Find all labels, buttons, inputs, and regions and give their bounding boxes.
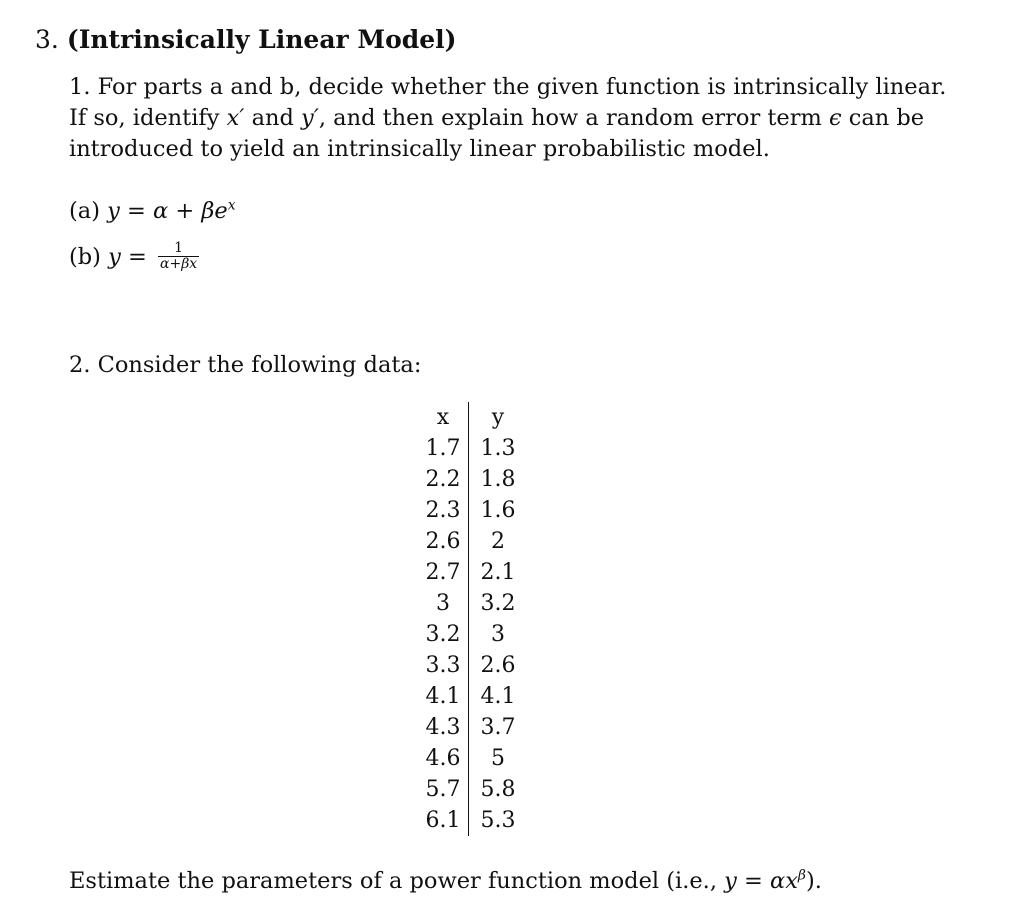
table-row xyxy=(418,433,523,464)
math-exponent: x xyxy=(227,197,236,214)
math-var-y: y xyxy=(108,244,121,270)
table-row xyxy=(418,805,523,836)
math-beta: β xyxy=(201,198,215,224)
x-prime-symbol: x′ xyxy=(226,105,245,131)
table-row xyxy=(418,774,523,805)
cell-y: 3.2 xyxy=(480,591,516,616)
y-prime-symbol: y′ xyxy=(301,105,319,131)
cell-x: 4.6 xyxy=(418,743,469,774)
problem-number: 3. xyxy=(35,25,59,54)
epsilon-symbol: ϵ xyxy=(828,105,842,131)
table-row xyxy=(418,557,523,588)
part1-text: If so, identify xyxy=(69,105,227,131)
part1-paragraph xyxy=(69,72,949,165)
cell-x: 4.3 xyxy=(418,712,469,743)
cell-y: 3 xyxy=(491,622,505,647)
cell-y: 3.7 xyxy=(480,715,516,740)
item-b-label: (b) xyxy=(69,244,101,270)
cell-x: 2.2 xyxy=(418,464,469,495)
column-header-x: x xyxy=(418,402,469,433)
math-alpha-x: αx xyxy=(770,868,798,894)
math-equals: = xyxy=(119,198,154,224)
final-text: ). xyxy=(805,868,822,894)
table-row xyxy=(418,650,523,681)
problem-title: (Intrinsically Linear Model) xyxy=(66,25,457,54)
cell-x: 1.7 xyxy=(418,433,469,464)
cell-x: 3.2 xyxy=(418,619,469,650)
part1-line-3: introduced to yield an intrinsically linear probabilistic model. xyxy=(69,136,770,162)
cell-y: 1.8 xyxy=(480,467,516,492)
cell-y: 2 xyxy=(491,529,505,554)
part1-text: , and then explain how a random error term xyxy=(318,105,829,131)
table-row xyxy=(418,681,523,712)
cell-x: 2.6 xyxy=(418,526,469,557)
cell-y: 1.3 xyxy=(480,436,516,461)
cell-x: 6.1 xyxy=(418,805,469,836)
part2-text: 2. Consider the following data: xyxy=(69,352,422,378)
cell-x: 3 xyxy=(418,588,469,619)
item-a-label: (a) xyxy=(69,198,100,224)
final-instruction xyxy=(69,866,822,896)
part1-line-1: 1. For parts a and b, decide whether the given function is intrinsically linear. xyxy=(69,74,947,100)
math-e: e xyxy=(214,198,228,224)
part1-line-2 xyxy=(69,103,949,134)
fraction xyxy=(158,241,199,272)
final-text: Estimate the parameters of a power function model (i.e., xyxy=(69,868,725,894)
math-exponent-beta: β xyxy=(797,867,806,884)
table-row xyxy=(418,619,523,650)
cell-x: 2.3 xyxy=(418,495,469,526)
cell-y: 5.3 xyxy=(480,808,516,833)
math-alpha: α xyxy=(153,198,169,224)
item-a-equation xyxy=(69,196,236,226)
table-row xyxy=(418,588,523,619)
cell-x: 5.7 xyxy=(418,774,469,805)
cell-x: 3.3 xyxy=(418,650,469,681)
math-equals: = xyxy=(120,244,155,270)
table-body xyxy=(418,433,523,836)
part1-text: can be xyxy=(841,105,925,131)
table-header-row xyxy=(418,402,523,433)
table-row xyxy=(418,712,523,743)
cell-y: 5 xyxy=(491,746,505,771)
cell-y: 1.6 xyxy=(480,498,516,523)
column-header-y: y xyxy=(491,405,505,430)
cell-y: 5.8 xyxy=(480,777,516,802)
table-row xyxy=(418,464,523,495)
problem-heading xyxy=(35,24,456,56)
fraction-denominator: α+βx xyxy=(160,255,198,272)
math-var-y: y xyxy=(107,198,120,224)
math-var-y: y xyxy=(724,868,737,894)
cell-y: 2.1 xyxy=(480,560,516,585)
cell-x: 4.1 xyxy=(418,681,469,712)
fraction-numerator: 1 xyxy=(174,239,184,256)
math-equals: = xyxy=(736,868,771,894)
part1-text: and xyxy=(244,105,302,131)
cell-x: 2.7 xyxy=(418,557,469,588)
table-row xyxy=(418,526,523,557)
math-plus: + xyxy=(168,198,202,224)
cell-y: 2.6 xyxy=(480,653,516,678)
data-table xyxy=(418,402,523,836)
cell-y: 4.1 xyxy=(480,684,516,709)
table-row xyxy=(418,495,523,526)
item-b-equation xyxy=(69,239,199,274)
table-row xyxy=(418,743,523,774)
